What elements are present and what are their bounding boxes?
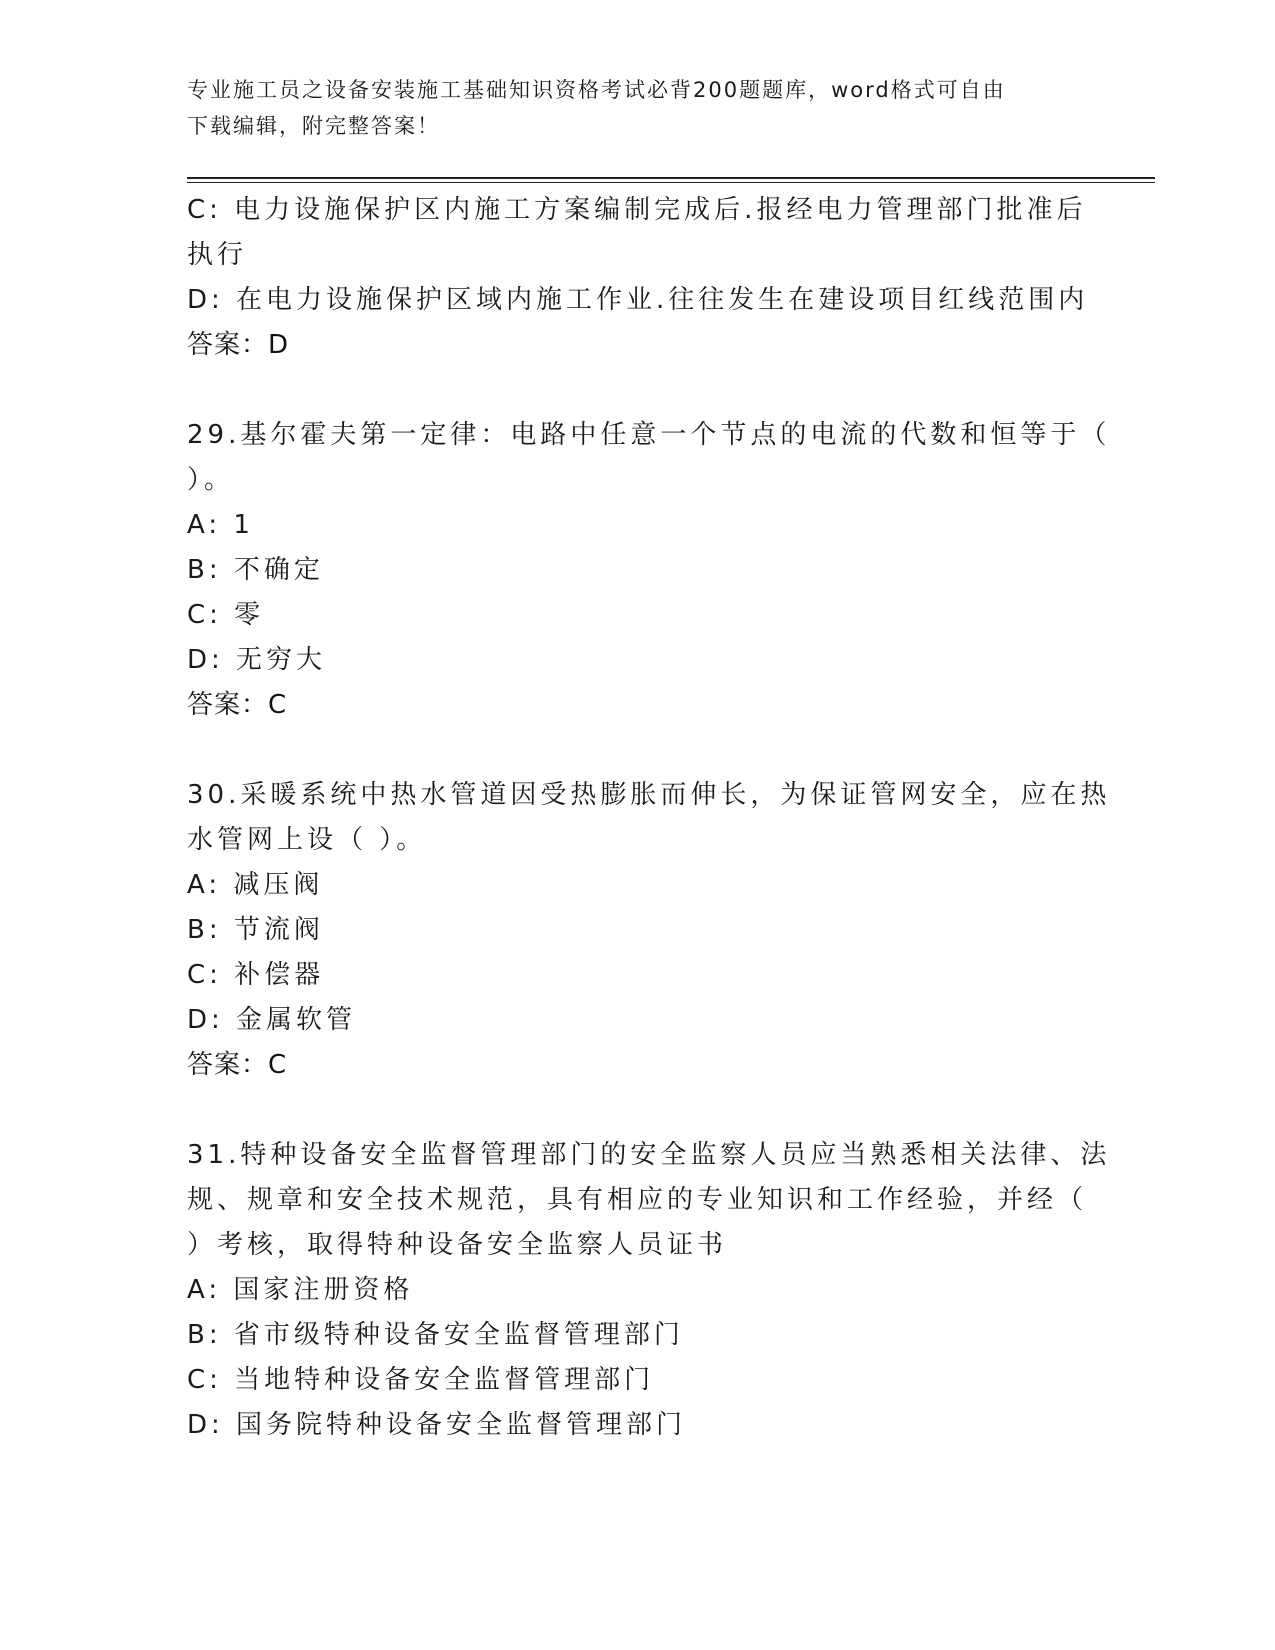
- option-d: D: 国务院特种设备安全监督管理部门: [187, 1410, 687, 1440]
- header-line-2: 下载编辑，附完整答案！: [187, 114, 440, 138]
- option-a: A: 减压阀: [187, 870, 324, 900]
- question-stem-continued: ）。: [187, 465, 235, 495]
- option-a: A: 国家注册资格: [187, 1275, 414, 1305]
- option-b: B: 节流阀: [187, 915, 324, 945]
- question-stem-continued: 水管网上设（ ）。: [187, 825, 427, 855]
- option-c-continued: 执行: [187, 240, 248, 270]
- question-stem-continued: ）考核，取得特种设备安全监察人员证书: [187, 1230, 728, 1260]
- header-rule-thick: [187, 177, 1155, 179]
- question-stem: 30.采暖系统中热水管道因受热膨胀而伸长，为保证管网安全，应在热: [187, 780, 1111, 810]
- header-line-1: 专业施工员之设备安装施工基础知识资格考试必背200题题库，word格式可自由: [187, 78, 1006, 102]
- option-b: B: 省市级特种设备安全监督管理部门: [187, 1320, 684, 1350]
- option-a: A: 1: [187, 510, 254, 540]
- option-d: D: 金属软管: [187, 1005, 357, 1035]
- question-stem: 29.基尔霍夫第一定律：电路中任意一个节点的电流的代数和恒等于（: [187, 420, 1111, 450]
- question-stem-continued: 规、规章和安全技术规范，具有相应的专业知识和工作经验，并经（: [187, 1185, 1088, 1215]
- question-29: [187, 413, 1111, 728]
- spacer: [187, 728, 1087, 773]
- header-rule-thin: [187, 182, 1155, 183]
- option-c: C: 电力设施保护区内施工方案编制完成后.报经电力管理部门批准后: [187, 195, 1087, 225]
- option-b: B: 不确定: [187, 555, 324, 585]
- question-31: [187, 1133, 1111, 1448]
- option-c: C: 补偿器: [187, 960, 325, 990]
- option-d: D: 无穷大: [187, 645, 327, 675]
- answer: 答案：C: [187, 690, 288, 720]
- spacer: [187, 1088, 1087, 1133]
- question-30: [187, 773, 1111, 1088]
- answer: 答案：C: [187, 1050, 288, 1080]
- answer: 答案：D: [187, 330, 290, 360]
- document-header: [187, 72, 1067, 144]
- question-stem: 31.特种设备安全监督管理部门的安全监察人员应当熟悉相关法律、法: [187, 1140, 1111, 1170]
- spacer: [187, 368, 1087, 413]
- option-c: C: 当地特种设备安全监督管理部门: [187, 1365, 655, 1395]
- option-c: C: 零: [187, 600, 265, 630]
- question-28-tail: [187, 188, 1087, 368]
- option-d: D: 在电力设施保护区域内施工作业.往往发生在建设项目红线范围内: [187, 285, 1089, 315]
- document-body: [187, 188, 1111, 1448]
